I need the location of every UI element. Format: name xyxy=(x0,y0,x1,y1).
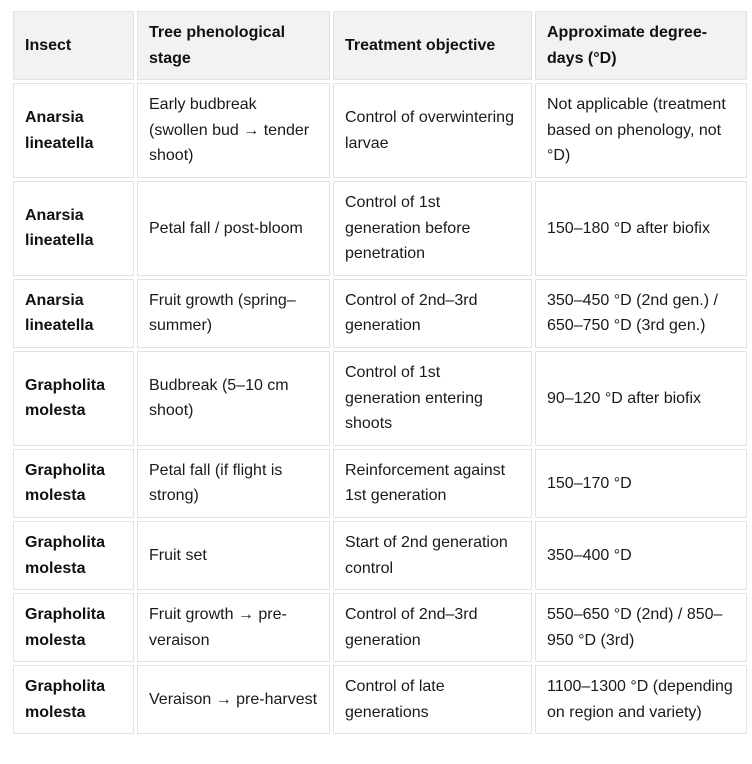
degree-days-cell: 150–180 °D after biofix xyxy=(535,181,747,276)
objective-cell: Control of late generations xyxy=(333,665,532,734)
insect-cell: Grapholita molesta xyxy=(13,351,134,446)
table-row xyxy=(13,593,747,662)
objective-cell: Start of 2nd generation control xyxy=(333,521,532,590)
table-row xyxy=(13,83,747,178)
insect-cell: Anarsia lineatella xyxy=(13,279,134,348)
objective-cell: Control of 1st generation before penetration xyxy=(333,181,532,276)
stage-cell: Budbreak (5–10 cm shoot) xyxy=(137,351,330,446)
stage-cell: Petal fall / post-bloom xyxy=(137,181,330,276)
column-header-insect: Insect xyxy=(13,11,134,80)
stage-cell: Veraison → pre-harvest xyxy=(137,665,330,734)
insect-cell: Anarsia lineatella xyxy=(13,181,134,276)
column-header-degree-days: Approximate degree-days (°D) xyxy=(535,11,747,80)
table-row xyxy=(13,521,747,590)
degree-days-cell: 350–450 °D (2nd gen.) / 650–750 °D (3rd gen.) xyxy=(535,279,747,348)
column-header-phenological-stage: Tree phenological stage xyxy=(137,11,330,80)
column-header-treatment-objective: Treatment objective xyxy=(333,11,532,80)
degree-days-cell: 350–400 °D xyxy=(535,521,747,590)
degree-days-cell: 550–650 °D (2nd) / 850–950 °D (3rd) xyxy=(535,593,747,662)
insect-cell: Grapholita molesta xyxy=(13,665,134,734)
degree-days-cell: 1100–1300 °D (depending on region and variety) xyxy=(535,665,747,734)
stage-cell: Fruit growth (spring–summer) xyxy=(137,279,330,348)
degree-days-cell: 150–170 °D xyxy=(535,449,747,518)
objective-cell: Control of 1st generation entering shoots xyxy=(333,351,532,446)
objective-cell: Control of 2nd–3rd generation xyxy=(333,279,532,348)
stage-cell: Fruit set xyxy=(137,521,330,590)
insect-cell: Grapholita molesta xyxy=(13,521,134,590)
table-row xyxy=(13,279,747,348)
header-row xyxy=(13,11,747,80)
table-row xyxy=(13,181,747,276)
objective-cell: Reinforcement against 1st generation xyxy=(333,449,532,518)
table-row xyxy=(13,351,747,446)
degree-days-cell: Not applicable (treatment based on phenology, not °D) xyxy=(535,83,747,178)
objective-cell: Control of overwintering larvae xyxy=(333,83,532,178)
stage-cell: Early budbreak (swollen bud → tender shoot) xyxy=(137,83,330,178)
stage-cell: Petal fall (if flight is strong) xyxy=(137,449,330,518)
degree-days-table xyxy=(10,8,750,737)
table-row xyxy=(13,449,747,518)
stage-cell: Fruit growth → pre-veraison xyxy=(137,593,330,662)
insect-cell: Grapholita molesta xyxy=(13,449,134,518)
insect-cell: Grapholita molesta xyxy=(13,593,134,662)
objective-cell: Control of 2nd–3rd generation xyxy=(333,593,532,662)
degree-days-cell: 90–120 °D after biofix xyxy=(535,351,747,446)
table-row xyxy=(13,665,747,734)
table-body xyxy=(13,83,747,734)
insect-cell: Anarsia lineatella xyxy=(13,83,134,178)
